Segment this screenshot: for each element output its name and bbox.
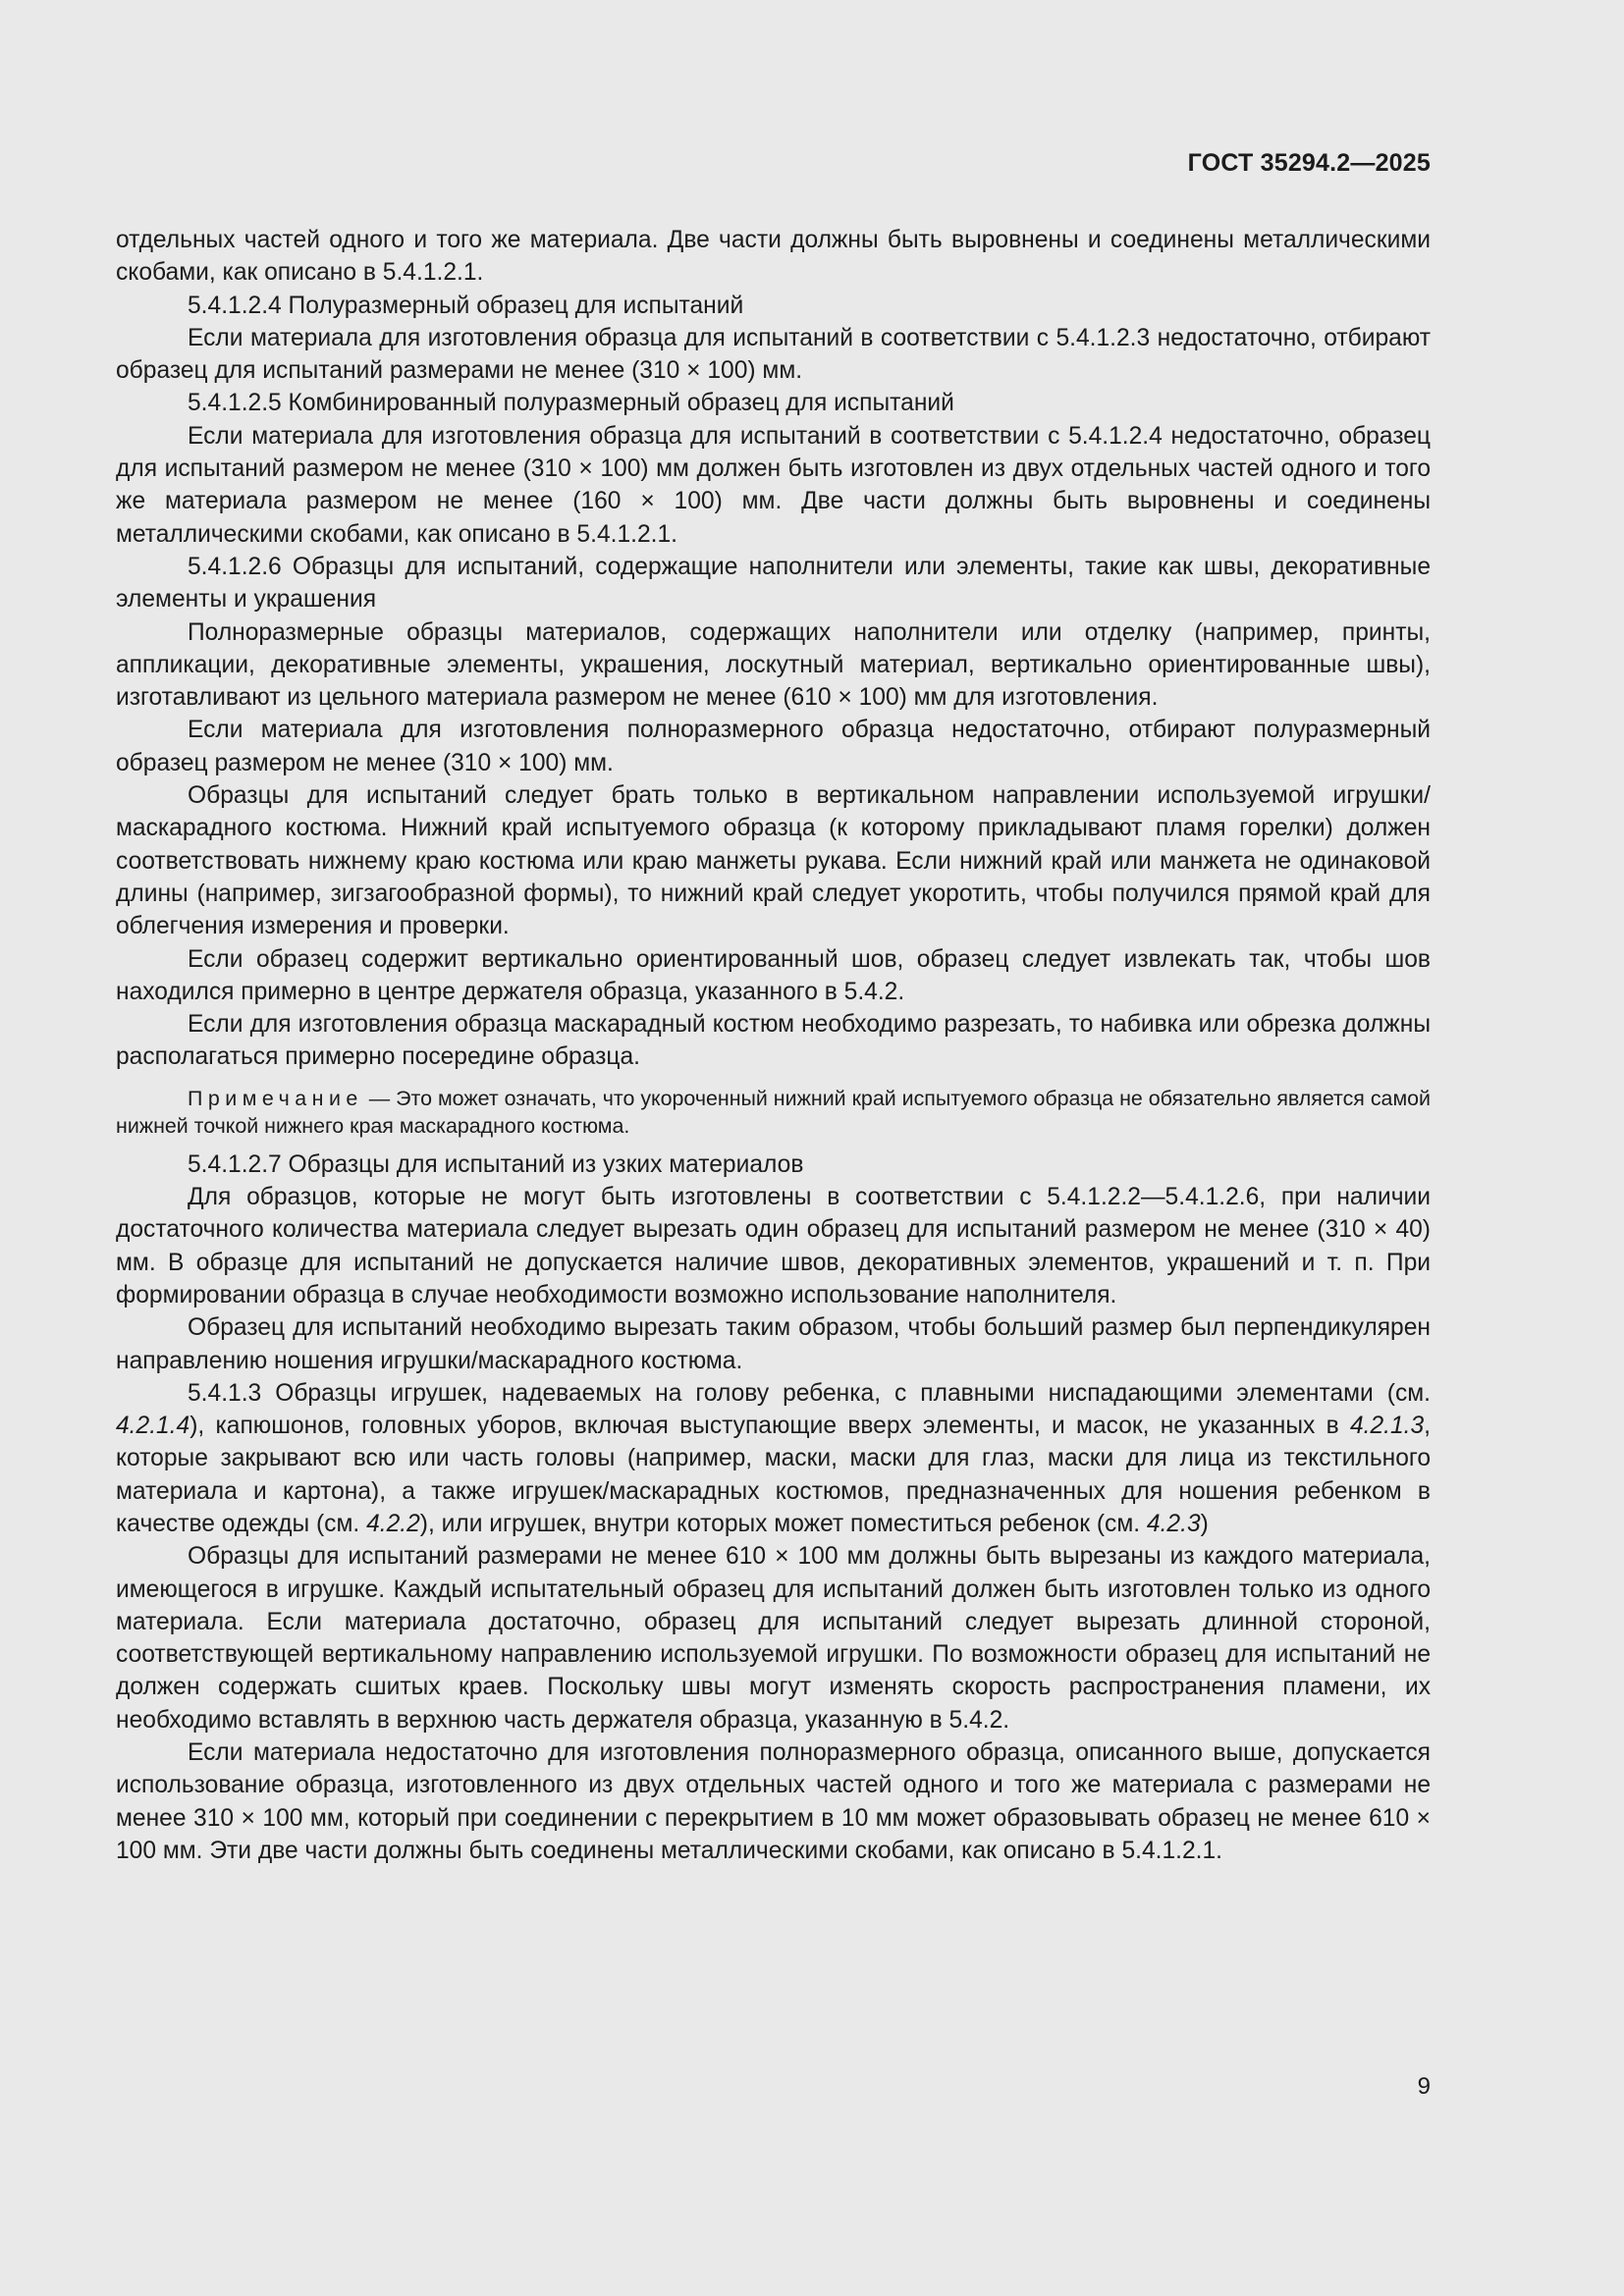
note-dash: — (362, 1086, 397, 1110)
paragraph-continuation: отдельных частей одного и того же материала. Две части должны быть выровнены и соединены металлическими скобами, как описано в 5.4.1.2.1. (116, 227, 1431, 287)
clause-reference: 4.2.1.3 (1349, 1413, 1425, 1440)
clause-reference: 4.2.3 (1146, 1510, 1201, 1537)
text-run: , которые закрывают всю или часть головы (например, маски, маски для глаз, маски для лица из текстильного материала и картона), а также игрушек/маскарадных костюмов, предназначенных для ношения ребенком в качестве одежды (см. (116, 1413, 1431, 1537)
clause-reference: 4.2.1.4 (116, 1413, 190, 1440)
clause-heading: 5.4.1.2.5 Комбинированный полуразмерный образец для испытаний (188, 390, 954, 417)
text-run: ), или игрушек, внутри которых может поместиться ребенок (см. (419, 1510, 1147, 1537)
clause-heading: 5.4.1.2.6 Образцы для испытаний, содержащие наполнители или элементы, такие как швы, декоративные элементы и украшения (116, 553, 1431, 614)
clause-heading: 5.4.1.2.7 Образцы для испытаний из узких материалов (188, 1150, 804, 1178)
note-text: Это может означать, что укороченный нижний край испытуемого образца не обязательно является самой нижней точкой нижнего края маскарадного костюма. (116, 1086, 1431, 1138)
paragraph: Образец для испытаний необходимо вырезать таким образом, чтобы больший размер был перпендикулярен направлению ношения игрушки/маскарадного костюма. (116, 1314, 1431, 1374)
paragraph: Если материала для изготовления образца для испытаний в соответствии с 5.4.1.2.3 недостаточно, отбирают образец для испытаний размерами не менее (310 × 100) мм. (116, 324, 1431, 385)
paragraph: Полноразмерные образцы материалов, содержащих наполнители или отделку (например, принты, аппликации, декоративные элементы, украшения, лоскутный материал, вертикально ориентированные швы), изготавливают из цельного материала размером не менее (610 × 100) мм для изготовления. (116, 618, 1431, 712)
paragraph: Если для изготовления образца маскарадный костюм необходимо разрезать, то набивка или обрезка должны располагаться примерно посередине образца. (116, 1011, 1431, 1071)
paragraph: Образцы для испытаний следует брать только в вертикальном направлении используемой игрушки/маскарадного костюма. Нижний край испытуемого образца (к которому прикладывают пламя горелки) должен соответствовать нижнему краю костюма или краю манжеты рукава. Если нижний край или манжета не одинаковой длины (например, зигзагообразной формы), то нижний край следует укоротить, чтобы получился прямой край для облегчения измерения и проверки. (116, 782, 1431, 940)
text-run: ) (1200, 1510, 1209, 1537)
text-run: ), капюшонов, головных уборов, включая выступающие вверх элементы, и масок, не указанных в (189, 1413, 1350, 1440)
paragraph: Для образцов, которые не могут быть изготовлены в соответствии с 5.4.1.2.2—5.4.1.2.6, при наличии достаточного количества материала следует вырезать один образец для испытаний размером не менее (310 × 40) мм. В образце для испытаний не допускается наличие швов, декоративных элементов, украшений и т. п. При формировании образца в случае необходимости возможно использование наполнителя. (116, 1184, 1431, 1308)
paragraph: Если образец содержит вертикально ориентированный шов, образец следует извлекать так, чтобы шов находился примерно в центре держателя образца, указанного в 5.4.2. (116, 945, 1431, 1005)
paragraph: Если материала для изготовления полноразмерного образца недостаточно, отбирают полуразмерный образец размером не менее (310 × 100) мм. (116, 717, 1431, 776)
note-label: Примечание (188, 1086, 363, 1110)
clause-heading: 5.4.1.2.4 Полуразмерный образец для испытаний (188, 292, 744, 319)
paragraph: Если материала недостаточно для изготовления полноразмерного образца, описанного выше, допускается использование образца, изготовленного из двух отдельных частей одного и того же материала с размерами не менее 310 × 100 мм, который при соединении с перекрытием в 10 мм может образовывать образец не менее 610 × 100 мм. Эти две части должны быть соединены металлическими скобами, как описано в 5.4.1.2.1. (116, 1739, 1431, 1864)
document-body (116, 224, 1431, 1867)
page-number: 9 (1417, 2073, 1431, 2100)
document-designation: ГОСТ 35294.2—2025 (1187, 149, 1431, 177)
note (116, 1085, 1431, 1140)
paragraph: Если материала для изготовления образца для испытаний в соответствии с 5.4.1.2.4 недостаточно, образец для испытаний размером не менее (310 × 100) мм должен быть изготовлен из двух отдельных частей одного и того же материала размером не менее (160 × 100) мм. Две части должны быть выровнены и соединены металлическими скобами, как описано в 5.4.1.2.1. (116, 422, 1431, 548)
text-run: 5.4.1.3 Образцы игрушек, надеваемых на голову ребенка, с плавными ниспадающими элементами (см. (188, 1379, 1431, 1407)
paragraph: Образцы для испытаний размерами не менее 610 × 100 мм должны быть вырезаны из каждого материала, имеющегося в игрушке. Каждый испытательный образец для испытаний должен быть изготовлен только из одного материала. Если материала достаточно, образец для испытаний следует вырезать длинной стороной, соответствующей вертикальному направлению используемой игрушки. По возможности образец для испытаний не должен содержать сшитых краев. Поскольку швы могут изменять скорость распространения пламени, их необходимо вставлять в верхнюю часть держателя образца, указанную в 5.4.2. (116, 1543, 1431, 1734)
clause-paragraph (116, 1377, 1431, 1540)
clause-reference: 4.2.2 (366, 1510, 420, 1537)
